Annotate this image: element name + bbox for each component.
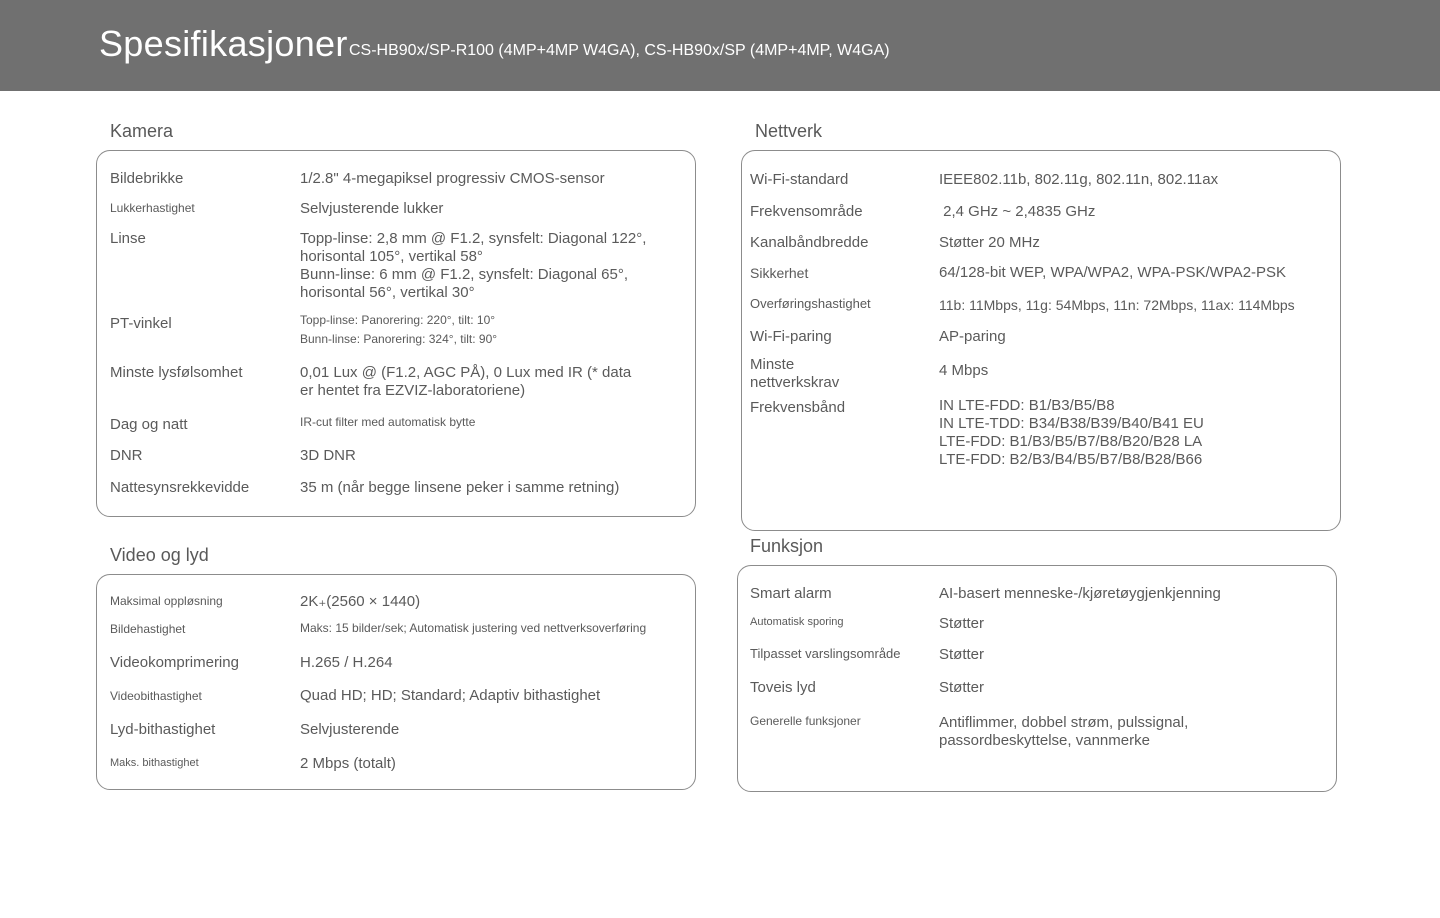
spec-label: Bildehastighet bbox=[110, 622, 186, 636]
spec-value: IEEE802.11b, 802.11g, 802.11n, 802.11ax bbox=[939, 171, 1219, 188]
spec-label: Frekvensbånd bbox=[750, 399, 846, 416]
spec-label: Minste nettverkskrav bbox=[750, 356, 840, 391]
spec-value: Maks: 15 bilder/sek; Automatisk justering ved nettverksoverføring bbox=[300, 621, 647, 635]
section-title-funksjon: Funksjon bbox=[750, 536, 824, 556]
spec-label: Smart alarm bbox=[750, 585, 832, 602]
spec-value: 2 Mbps (totalt) bbox=[300, 755, 396, 772]
page-header bbox=[0, 0, 1440, 91]
spec-value: Støtter bbox=[939, 646, 985, 663]
page-title: Spesifikasjoner bbox=[99, 23, 348, 64]
spec-label: PT-vinkel bbox=[110, 315, 172, 332]
spec-label: Wi-Fi-paring bbox=[750, 328, 832, 345]
spec-label: Overføringshastighet bbox=[750, 296, 871, 311]
spec-label: Dag og natt bbox=[110, 416, 188, 433]
spec-value: Topp-linse: Panorering: 220°, tilt: 10° Bunn-linse: Panorering: 324°, tilt: 90° bbox=[300, 313, 498, 346]
spec-value: Selvjusterende lukker bbox=[300, 200, 444, 217]
spec-value: Antiflimmer, dobbel strøm, pulssignal, passordbeskyttelse, vannmerke bbox=[939, 714, 1189, 749]
spec-value: Selvjusterende bbox=[300, 721, 400, 738]
spec-label: Maksimal oppløsning bbox=[110, 594, 223, 608]
spec-value: IN LTE-FDD: B1/B3/B5/B8 IN LTE-TDD: B34/B38/B39/B40/B41 EU LTE-FDD: B1/B3/B5/B7/B8/B20/B28 LA LTE-FDD: B2/B3/B4/B5/B7/B8/B28/B66 bbox=[939, 397, 1204, 468]
spec-label: Kanalbåndbredde bbox=[750, 234, 869, 251]
nettverk-spec-box bbox=[741, 150, 1341, 531]
spec-value: 3D DNR bbox=[300, 447, 356, 464]
spec-value: Støtter 20 MHz bbox=[939, 234, 1040, 251]
spec-label: DNR bbox=[110, 447, 143, 464]
spec-value: 0,01 Lux @ (F1.2, AGC PÅ), 0 Lux med IR (* data er hentet fra EZVIZ-laboratoriene) bbox=[300, 364, 632, 399]
spec-value: 2K₊(2560 × 1440) bbox=[300, 593, 421, 610]
spec-value: 1/2.8" 4-megapiksel progressiv CMOS-sensor bbox=[300, 170, 605, 187]
funksjon-spec-box bbox=[737, 565, 1337, 792]
spec-label: Sikkerhet bbox=[750, 265, 809, 281]
spec-label: Frekvensområde bbox=[750, 203, 863, 220]
spec-label: Maks. bithastighet bbox=[110, 757, 199, 769]
spec-label: Bildebrikke bbox=[110, 170, 184, 187]
page-subtitle: CS-HB90x/SP-R100 (4MP+4MP W4GA), CS-HB90x/SP (4MP+4MP, W4GA) bbox=[349, 42, 890, 59]
spec-value: 35 m (når begge linsene peker i samme retning) bbox=[300, 479, 620, 496]
spec-label: Tilpasset varslingsområde bbox=[750, 646, 901, 661]
spec-label: Lukkerhastighet bbox=[110, 201, 195, 215]
spec-label: Automatisk sporing bbox=[750, 616, 844, 628]
spec-label: Lyd-bithastighet bbox=[110, 721, 216, 738]
spec-value: Støtter bbox=[939, 679, 985, 696]
spec-value: 2,4 GHz ~ 2,4835 GHz bbox=[939, 203, 1096, 220]
spec-value: Støtter bbox=[939, 615, 985, 632]
spec-label: Wi-Fi-standard bbox=[750, 171, 849, 188]
spec-value: 4 Mbps bbox=[939, 362, 989, 379]
spec-value: 11b: 11Mbps, 11g: 54Mbps, 11n: 72Mbps, 11ax: 114Mbps bbox=[939, 297, 1295, 313]
spec-value: IR-cut filter med automatisk bytte bbox=[300, 415, 476, 429]
spec-label: Toveis lyd bbox=[750, 679, 816, 696]
spec-label: Minste lysfølsomhet bbox=[110, 364, 243, 381]
spec-value: AI-basert menneske-/kjøretøygjenkjenning bbox=[939, 585, 1221, 602]
spec-label: Nattesynsrekkevidde bbox=[110, 479, 250, 496]
section-title-video: Video og lyd bbox=[110, 545, 209, 565]
spec-label: Generelle funksjoner bbox=[750, 714, 861, 728]
spec-value: H.265 / H.264 bbox=[300, 654, 393, 671]
video-spec-box bbox=[96, 574, 696, 790]
spec-value: Quad HD; HD; Standard; Adaptiv bithastighet bbox=[300, 687, 601, 704]
spec-value: AP-paring bbox=[939, 328, 1006, 345]
kamera-spec-box bbox=[96, 150, 696, 517]
section-title-nettverk: Nettverk bbox=[755, 121, 823, 141]
spec-label: Videokomprimering bbox=[110, 654, 239, 671]
section-title-kamera: Kamera bbox=[110, 121, 174, 141]
spec-label: Linse bbox=[110, 230, 146, 247]
spec-label: Videobithastighet bbox=[110, 689, 202, 703]
spec-value: 64/128-bit WEP, WPA/WPA2, WPA-PSK/WPA2-PSK bbox=[939, 264, 1287, 281]
spec-value: Topp-linse: 2,8 mm @ F1.2, synsfelt: Diagonal 122°, horisontal 105°, vertikal 58° Bunn-linse: 6 mm @ F1.2, synsfelt: Diagonal 65°, horisontal 56°, vertikal 30° bbox=[300, 230, 647, 301]
